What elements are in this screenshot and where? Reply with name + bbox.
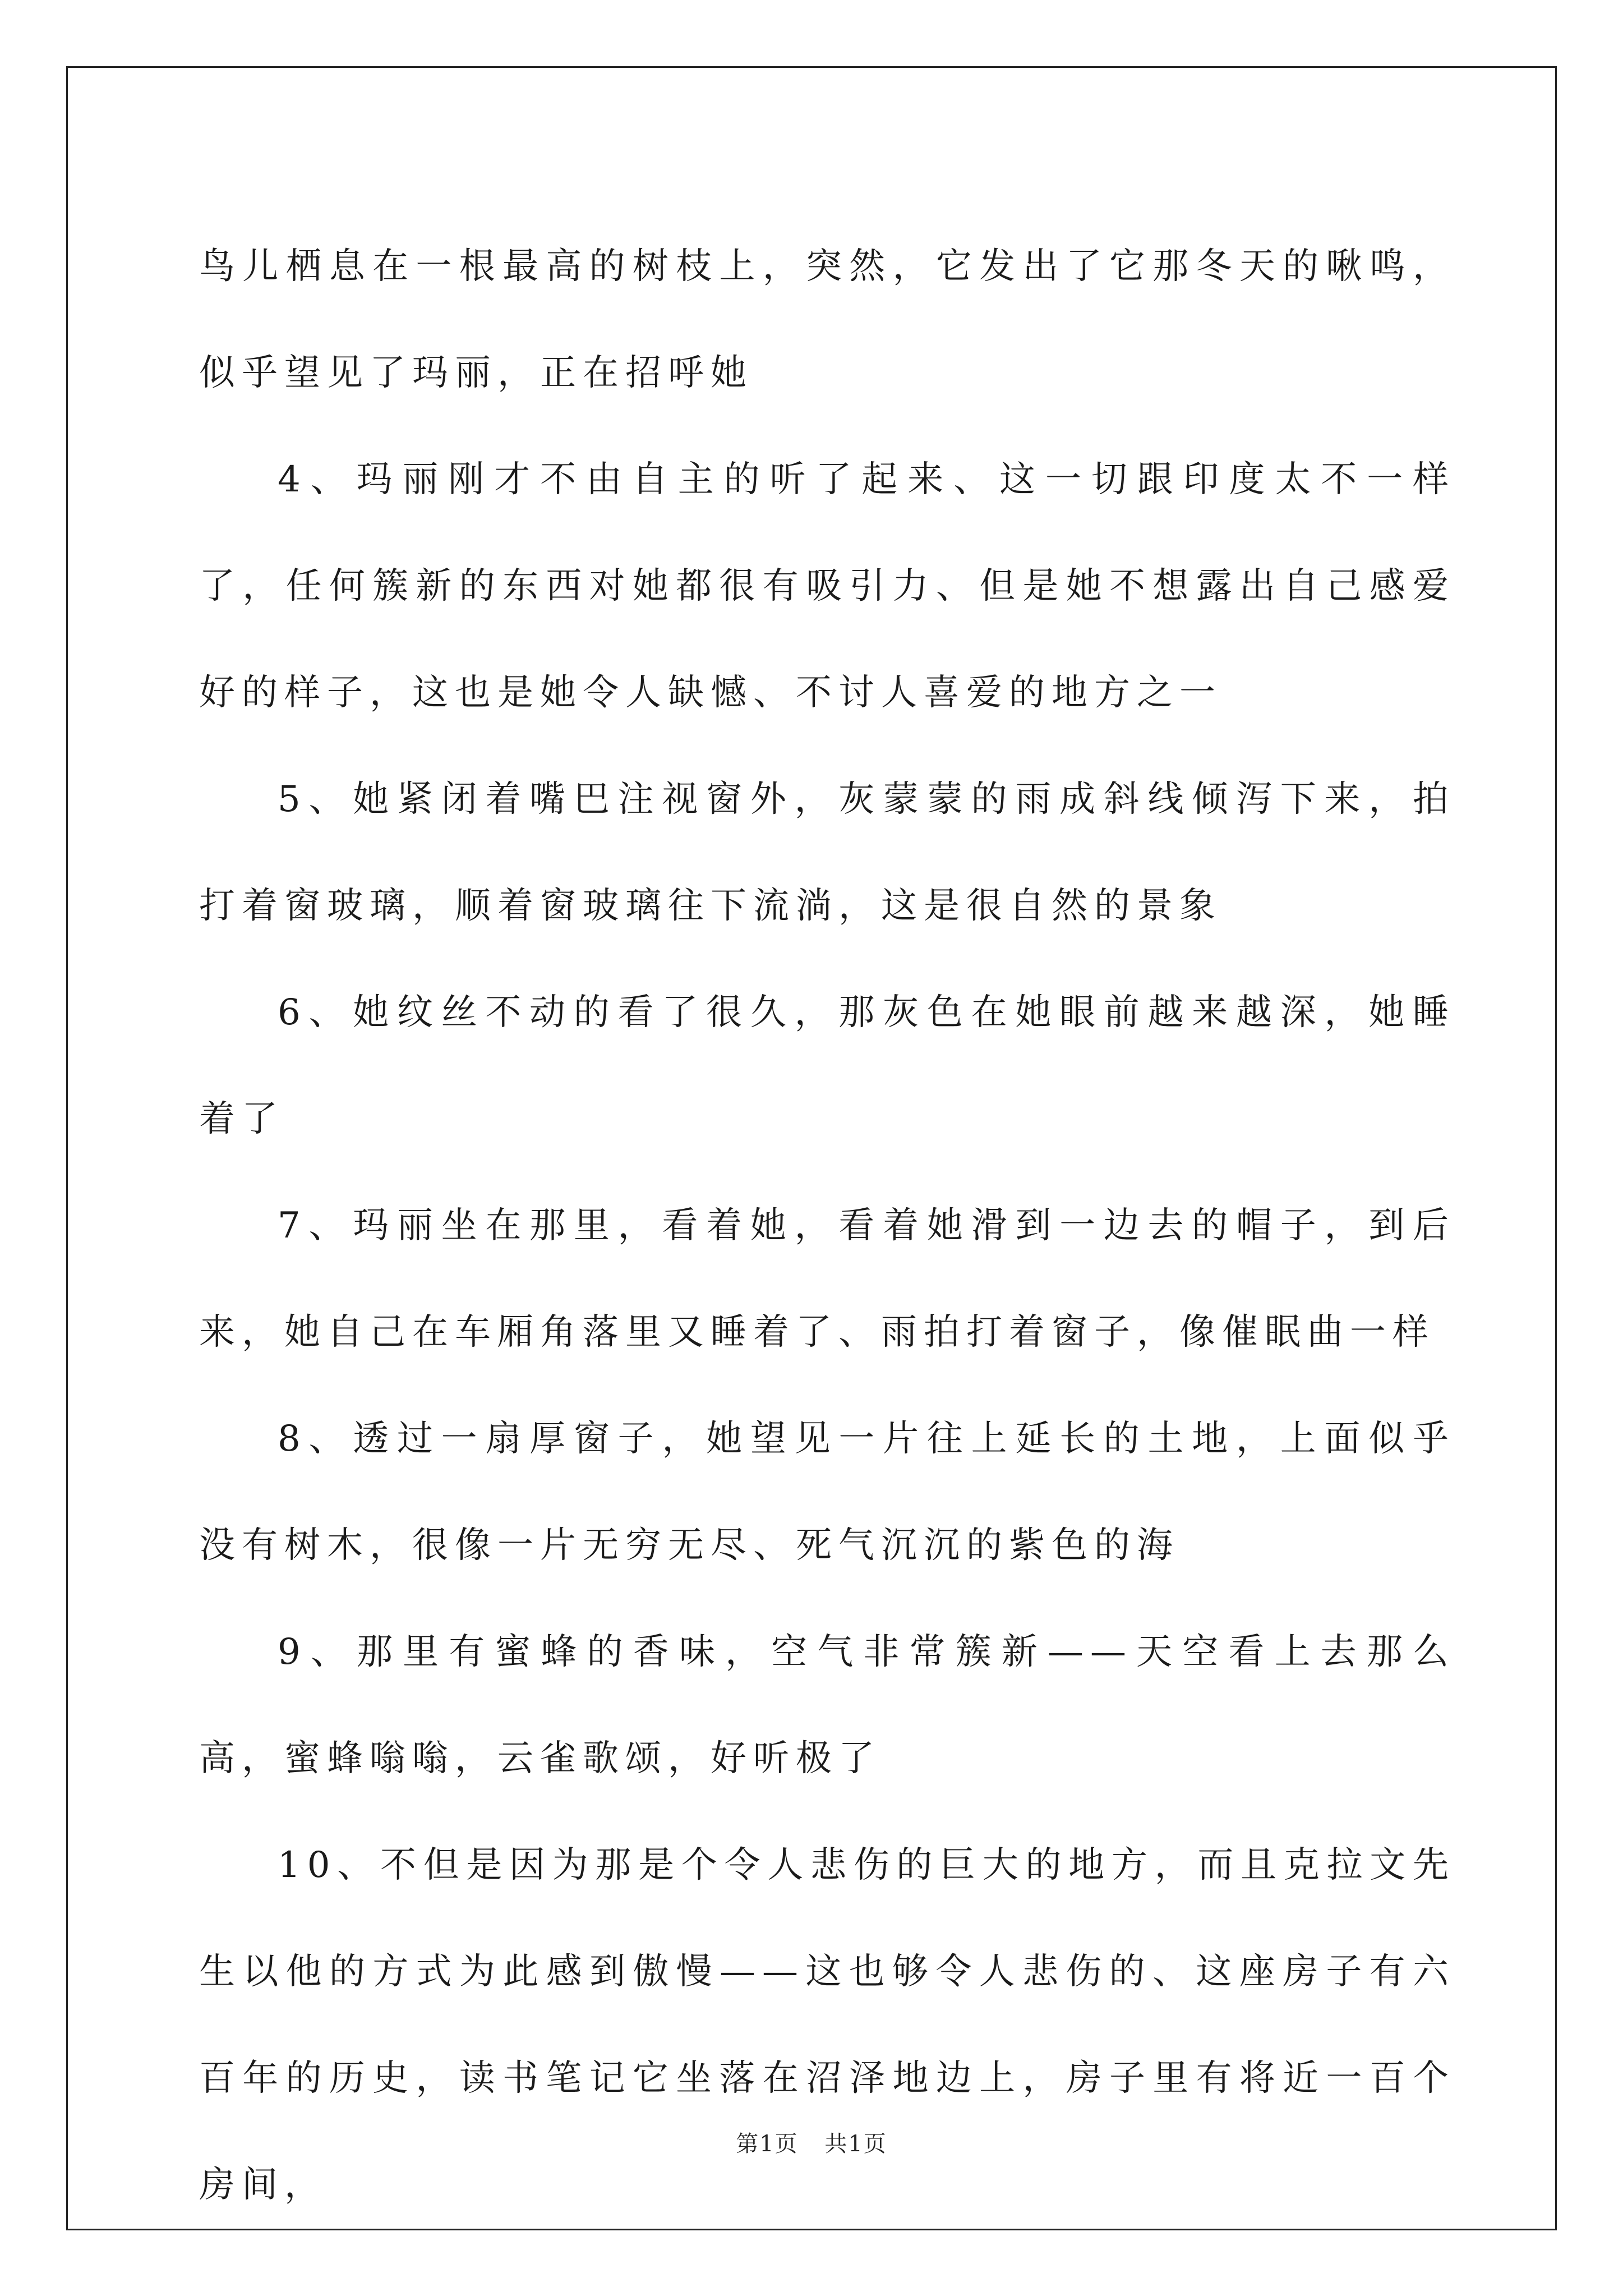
paragraph-2: 4、玛丽刚才不由自主的听了起来、这一切跟印度太不一样了，任何簇新的东西对她都很有吸引力、但是她不想露出自己感爱好的样子，这也是她令人缺憾、不讨人喜爱的地方之一 xyxy=(199,459,1455,714)
paragraph-3: 5、她紧闭着嘴巴注视窗外，灰蒙蒙的雨成斜线倾泻下来，拍打着窗玻璃，顺着窗玻璃往下流淌，这是很自然的景象 xyxy=(199,779,1455,927)
paragraph-4: 6、她纹丝不动的看了很久，那灰色在她眼前越来越深，她睡着了 xyxy=(199,992,1455,1140)
paragraph-1: 鸟儿栖息在一根最高的树枝上，突然，它发出了它那冬天的啾鸣，似乎望见了玛丽，正在招呼她 xyxy=(199,246,1455,394)
page-footer xyxy=(0,2126,1623,2158)
paragraph-7: 9、那里有蜜蜂的香味，空气非常簇新——天空看上去那么高，蜜蜂嗡嗡，云雀歌颂，好听极了 xyxy=(199,1631,1455,1779)
document-body xyxy=(199,213,1455,2238)
paragraph-6: 8、透过一扇厚窗子，她望见一片往上延长的土地，上面似乎没有树木，很像一片无穷无尽、死气沉沉的紫色的海 xyxy=(199,1418,1455,1566)
paragraph-5: 7、玛丽坐在那里，看着她，看着她滑到一边去的帽子，到后来，她自己在车厢角落里又睡着了、雨拍打着窗子，像催眠曲一样 xyxy=(199,1205,1455,1353)
page-number: 第1页 xyxy=(736,2131,799,2157)
page-total: 共1页 xyxy=(824,2131,887,2157)
paragraph-8: 10、不但是因为那是个令人悲伤的巨大的地方，而且克拉文先生以他的方式为此感到傲慢——这也够令人悲伤的、这座房子有六百年的历史，读书笔记它坐落在沼泽地边上，房子里有将近一百个房间， xyxy=(199,1844,1455,2206)
